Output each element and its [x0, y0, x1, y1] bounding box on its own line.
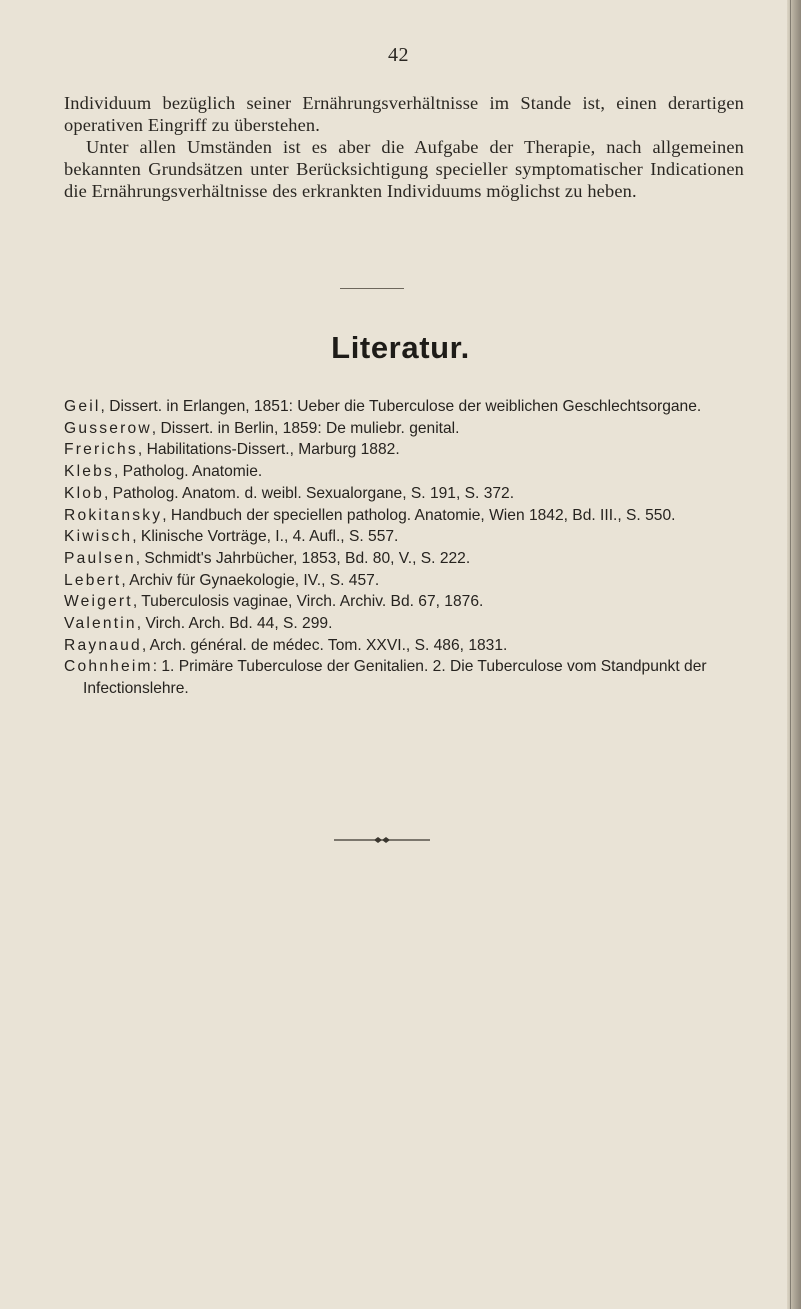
reference-details: , Patholog. Anatomie. [114, 463, 263, 481]
reference-details: , Handbuch der speciellen patholog. Anatomie, Wien 1842, Bd. III., S. 550. [162, 506, 676, 524]
reference-author: Gusserow [64, 419, 152, 437]
reference-item [64, 396, 752, 418]
page-edge-line [790, 0, 791, 1309]
reference-author: Lebert [64, 571, 122, 589]
reference-author: Raynaud [64, 636, 142, 654]
reference-details: , Tuberculosis vaginae, Virch. Archiv. Bd. 67, 1876. [132, 593, 484, 611]
reference-item [64, 483, 752, 505]
paragraph-2: Unter allen Umständen ist es aber die Aufgabe der Therapie, nach allgemeinen bekannten Grundsätzen unter Berücksichtigung specieller symptomatischer Indicationen die Ernährungsverhältnisse des erkrankten Individuums möglichst zu heben. [64, 137, 744, 201]
reference-item [64, 461, 752, 483]
reference-details: , Klinische Vorträge, I., 4. Aufl., S. 557. [132, 528, 399, 546]
end-ornament [334, 835, 430, 845]
reference-list [64, 396, 752, 700]
reference-author: Paulsen [64, 549, 136, 567]
reference-item [64, 548, 752, 570]
reference-item [64, 635, 752, 657]
reference-item [64, 418, 752, 440]
reference-author: Valentin [64, 615, 137, 633]
reference-author: Klebs [64, 463, 115, 481]
reference-details: , Dissert. in Berlin, 1859: De muliebr. genital. [151, 419, 460, 437]
reference-item [64, 656, 752, 699]
reference-author: Weigert [64, 593, 133, 611]
reference-author: Cohnheim [64, 658, 153, 676]
reference-item [64, 570, 752, 592]
reference-item [64, 591, 752, 613]
section-heading: Literatur. [331, 330, 470, 365]
reference-item [64, 526, 752, 548]
reference-details: , Archiv für Gynaekologie, IV., S. 457. [121, 571, 380, 589]
reference-author: Kiwisch [64, 528, 133, 546]
reference-author: Geil [64, 398, 101, 415]
reference-details: , Arch. général. de médec. Tom. XXVI., S. 486, 1831. [141, 636, 508, 654]
reference-author: Klob [64, 484, 105, 502]
reference-details: , Habilitations-Dissert., Marburg 1882. [137, 441, 400, 459]
reference-author: Frerichs [64, 441, 138, 459]
reference-details: , Patholog. Anatom. d. weibl. Sexualorgane, S. 191, S. 372. [104, 484, 515, 502]
reference-item [64, 439, 752, 461]
reference-details: , Schmidt's Jahrbücher, 1853, Bd. 80, V., S. 222. [135, 549, 471, 567]
reference-details: , Dissert. in Erlangen, 1851: Ueber die Tuberculose der weiblichen Geschlechtsorgane. [100, 398, 702, 415]
reference-author: Rokitansky [64, 506, 163, 524]
reference-item [64, 505, 752, 527]
section-divider [340, 288, 404, 289]
reference-item [64, 613, 752, 635]
reference-details: , Virch. Arch. Bd. 44, S. 299. [136, 615, 333, 633]
page-number: 42 [388, 44, 409, 66]
body-text [64, 92, 744, 202]
reference-details: : 1. Primäre Tuberculose der Genitalien. 2. Die Tuberculose vom Standpunkt der Infectionslehre. [83, 658, 707, 698]
paragraph-1: Individuum bezüglich seiner Ernährungsverhältnisse im Stande ist, einen derartigen operativen Eingriff zu überstehen. [64, 93, 744, 135]
